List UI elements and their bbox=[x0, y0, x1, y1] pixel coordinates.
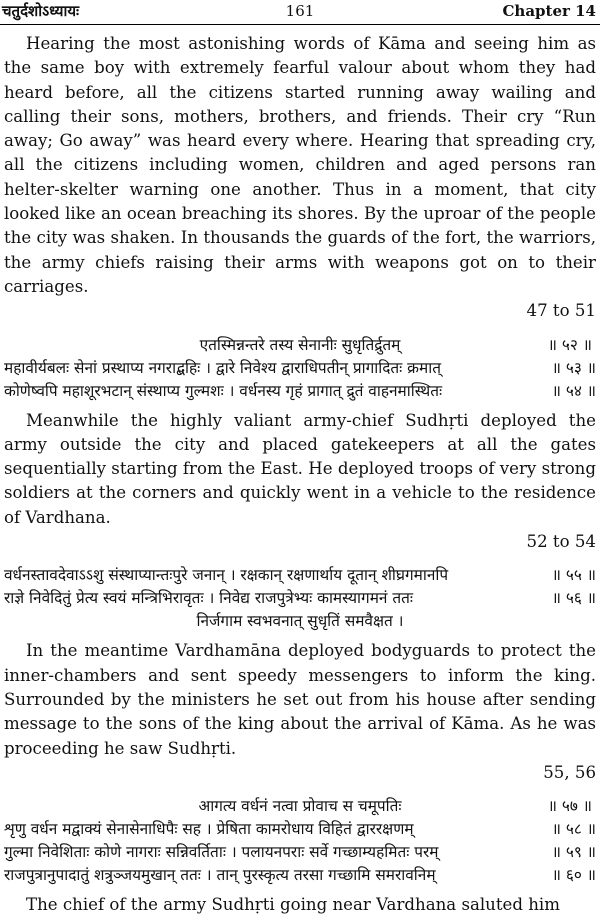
verse-number: ॥ ५९ ॥ bbox=[551, 843, 596, 862]
verse-number: ॥ ५४ ॥ bbox=[551, 381, 596, 400]
verse-text: निर्जगाम स्वभवनात् सुधृतिं समवैक्षत । bbox=[196, 612, 404, 631]
header-rule bbox=[0, 24, 600, 25]
page-content bbox=[4, 32, 596, 917]
verse-number: ॥ ५७ ॥ bbox=[547, 797, 592, 816]
verse-line bbox=[4, 818, 596, 841]
verse-text: एतस्मिन्नन्तरे तस्य सेनानीः सुधृतिर्द्रुतम् bbox=[199, 335, 401, 354]
translation-paragraph-1: Hearing the most astonishing words of Kāma and seeing him as the same boy with extremely fearful valour about whom they had heard before, all the citizens started running away wailing and calling their sons, mothers, brothers, and friends. Their cry “Run away; Go away” was heard every where. Hearing that spreading cry, all the citizens including women, children and aged persons ran helter-skelter warning one another. Thus in a moment, that city looked like an ocean breaching its shores. By the uproar of the people the city was shaken. In thousands the guards of the fort, the warriors, the army chiefs raising their arms with weapons got on to their carriages. bbox=[4, 34, 596, 296]
verse-text: राज्ञे निवेदितुं प्रेत्य स्वयं मन्त्रिभिरावृतः । निवेद्य राजपुत्रेभ्यः कामस्यागमनं ततः bbox=[4, 589, 413, 608]
verse-number: ॥ ५८ ॥ bbox=[551, 820, 596, 839]
verse-text: कोणेष्वपि महाशूरभटान् संस्थाप्य गुल्मशः । वर्धनस्य गृहं प्रागात् द्रुतं वाहनमास्थितः bbox=[4, 381, 443, 400]
verse-text: महावीर्यबलः सेनां प्रस्थाप्य नगराद्बहिः । द्वारे निवेश्य द्वाराधिपतीन् प्रागादितः क्रमात् bbox=[4, 358, 441, 377]
verse-reference-3: 55, 56 bbox=[543, 762, 596, 782]
verse-number: ॥ ५२ ॥ bbox=[547, 335, 592, 354]
verse-text: गुल्मा निवेशिताः कोणे नागराः सन्निवर्तिताः । पलायनपराः सर्वे गच्छाम्यहमितः परम् bbox=[4, 843, 439, 862]
verse-number: ॥ ५६ ॥ bbox=[551, 589, 596, 608]
verse-line bbox=[4, 841, 596, 864]
verse-text: आगत्य वर्धनं नत्वा प्रोवाच स चमूपतिः bbox=[198, 797, 402, 816]
translation-paragraph-3: In the meantime Vardhamāna deployed bodyguards to protect the inner-chambers and sent speedy messengers to inform the king. Surrounded by the ministers he set out from his house after sending message to the sons of the king about the arrival of Kāma. As he was proceeding he saw Sudhṛti. bbox=[4, 641, 596, 758]
chapter-title-sanskrit: चतुर्दशोऽध्यायः bbox=[2, 2, 80, 20]
translation-paragraph-4: The chief of the army Sudhṛti going near Vardhana saluted him bbox=[26, 895, 560, 915]
verse-text: वर्धनस्तावदेवाऽऽशु संस्थाप्यान्तःपुरे जनान् । रक्षकान् रक्षणार्थाय दूतान् शीघ्रगमानपि bbox=[4, 566, 449, 585]
translation-paragraph-2: Meanwhile the highly valiant army-chief Sudhṛti deployed the army outside the city and placed gatekeepers at all the gates sequentially starting from the East. He deployed troops of very strong soldiers at the corners and quickly went in a vehicle to the residence of Vardhana. bbox=[4, 410, 596, 527]
page-number: 161 bbox=[285, 2, 315, 20]
verse-line bbox=[4, 864, 596, 887]
verse-line bbox=[4, 610, 596, 633]
verse-number: ॥ ५३ ॥ bbox=[551, 358, 596, 377]
chapter-label: Chapter 14 bbox=[502, 2, 596, 20]
verse-line bbox=[4, 795, 596, 818]
verse-text: शृणु वर्धन मद्वाक्यं सेनासेनाधिपैः सह । प्रेषिता कामरोधाय विहितं द्वाररक्षणम् bbox=[4, 820, 414, 839]
running-header bbox=[0, 0, 600, 22]
verse-number: ॥ ६० ॥ bbox=[551, 866, 596, 885]
verse-line bbox=[4, 334, 596, 357]
verse-line bbox=[4, 564, 596, 587]
verse-line bbox=[4, 380, 596, 403]
verse-number: ॥ ५५ ॥ bbox=[551, 566, 596, 585]
verse-reference-1: 47 to 51 bbox=[526, 301, 596, 321]
verse-text: राजपुत्रानुपादातुं शत्रुञ्जयमुखान् ततः । तान् पुरस्कृत्य तरसा गच्छामि समरावनिम् bbox=[4, 866, 436, 885]
verse-reference-2: 52 to 54 bbox=[526, 532, 596, 552]
verse-line bbox=[4, 357, 596, 380]
verse-line bbox=[4, 587, 596, 610]
